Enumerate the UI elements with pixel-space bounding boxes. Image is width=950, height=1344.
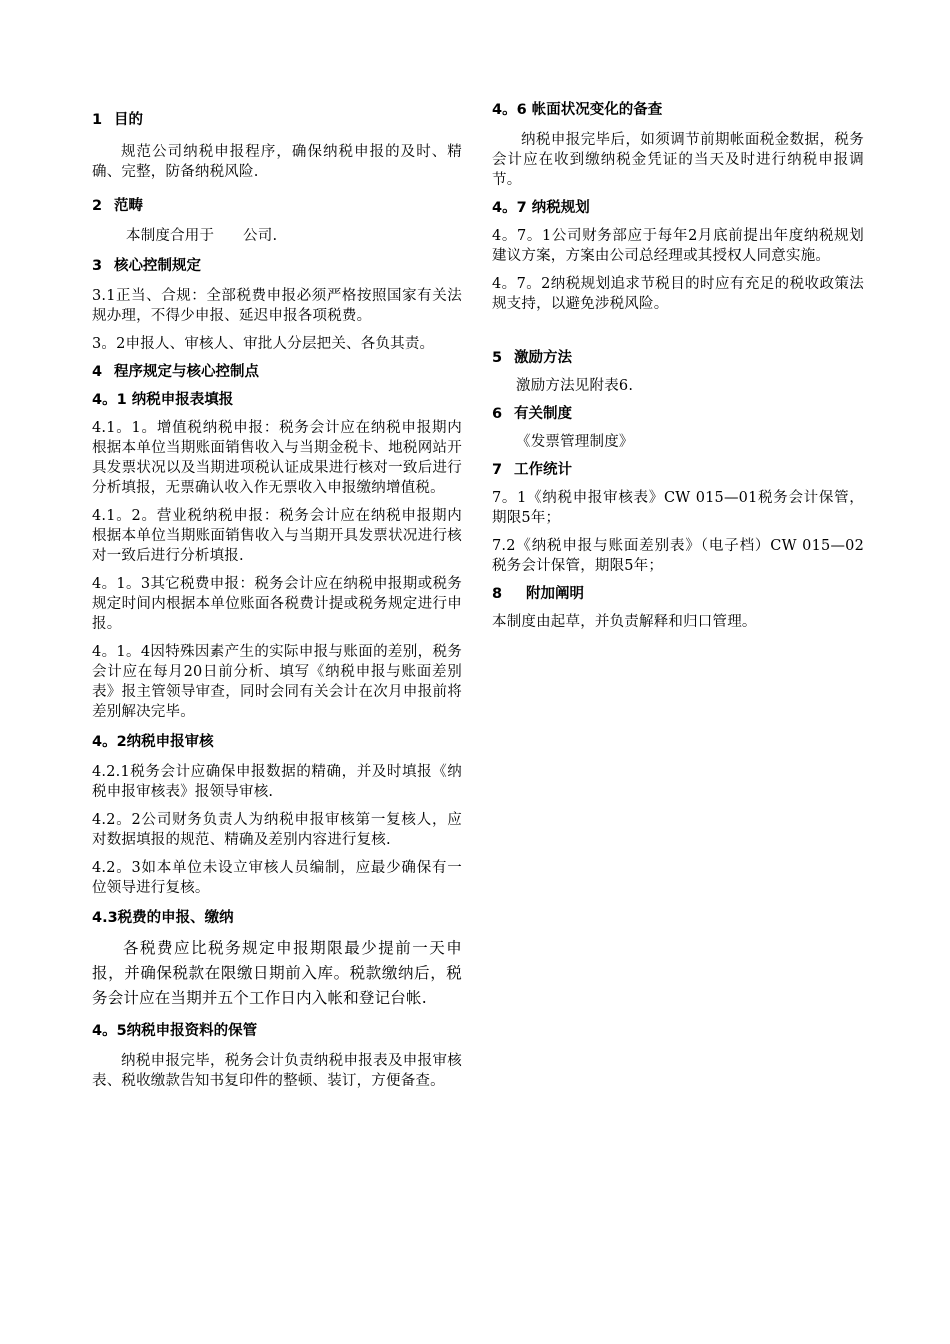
section-4-2-para-1: 4.2.1税务会计应确保申报数据的精确，并及时填报《纳税申报审核表》报领导审核. <box>92 764 462 800</box>
left-column <box>92 96 462 1091</box>
section-4-3-heading: 4.3税费的申报、缴纳 <box>92 910 234 926</box>
section-6-heading: 6 有关制度 <box>492 406 572 422</box>
section-6-body: 《发票管理制度》 <box>516 434 634 450</box>
section-2-body: 本制度合用于 公司. <box>126 228 278 244</box>
section-4-1-para-2: 4.1。2。营业税纳税申报：税务会计应在纳税申报期内根据本单位当期账面销售收入与当期开具发票状况进行核对一致后进行分析填报. <box>92 508 462 564</box>
section-4-1-heading: 4。1 纳税申报表填报 <box>92 392 234 408</box>
section-4-6-heading: 4。6 帐面状况变化的备查 <box>492 102 663 118</box>
section-7-para-1: 7。1《纳税申报审核表》CW 015—01税务会计保管，期限5年； <box>492 490 864 526</box>
section-4-2-heading: 4。2纳税申报审核 <box>92 734 214 750</box>
section-4-3-body: 各税费应比税务规定申报期限最少提前一天申报，并确保税款在限缴日期前入库。税款缴纳后，税务会计应在当期并五个工作日内入帐和登记台帐. <box>92 939 462 1007</box>
section-5-body: 激励方法见附表6. <box>516 378 634 394</box>
section-1-body: 规范公司纳税申报程序，确保纳税申报的及时、精确、完整，防备纳税风险. <box>92 144 462 180</box>
section-4-2-para-3: 4.2。3如本单位未设立审核人员编制，应最少确保有一位领导进行复核。 <box>92 860 462 896</box>
section-2-heading: 2 范畴 <box>92 198 143 214</box>
right-column <box>492 96 864 632</box>
section-4-1-para-4: 4。1。4因特殊因素产生的实际申报与账面的差别，税务会计应在每月20日前分析、填写《纳税申报与账面差别表》报主管领导审查，同时会同有关会计在次月申报前将差别解决完毕。 <box>92 644 462 720</box>
section-3-heading: 3 核心控制规定 <box>92 258 201 274</box>
section-4-7-para-2: 4。7。2纳税规划追求节税目的时应有充足的税收政策法规支持，以避免涉税风险。 <box>492 276 864 312</box>
section-4-7-para-1: 4。7。1公司财务部应于每年2月底前提出年度纳税规划建议方案，方案由公司总经理或其授权人同意实施。 <box>492 228 864 264</box>
section-3-para-1: 3.1正当、合规：全部税费申报必须严格按照国家有关法规办理，不得少申报、延迟申报各项税费。 <box>92 288 462 324</box>
section-8-heading: 8 附加阐明 <box>492 586 584 602</box>
section-4-7-heading: 4。7 纳税规划 <box>492 200 590 216</box>
section-1-heading: 1 目的 <box>92 112 143 128</box>
section-4-1-para-1: 4.1。1。增值税纳税申报：税务会计应在纳税申报期内根据本单位当期账面销售收入与当期金税卡、地税网站开具发票状况以及当期进项税认证成果进行核对一致后进行分析填报，无票确认收入作无票收入申报缴纳增值税。 <box>92 420 462 496</box>
section-7-heading: 7 工作统计 <box>492 462 572 478</box>
section-8-body: 本制度由起草，并负责解释和归口管理。 <box>492 614 757 630</box>
section-4-5-body: 纳税申报完毕，税务会计负责纳税申报表及申报审核表、税收缴款告知书复印件的整顿、装订，方便备查。 <box>92 1053 462 1089</box>
section-4-1-para-3: 4。1。3其它税费申报：税务会计应在纳税申报期或税务规定时间内根据本单位账面各税费计提或税务规定进行申报。 <box>92 576 462 632</box>
section-3-para-2: 3。2申报人、审核人、审批人分层把关、各负其责。 <box>92 336 435 352</box>
section-4-2-para-2: 4.2。2公司财务负责人为纳税申报审核第一复核人，应对数据填报的规范、精确及差别内容进行复核. <box>92 812 462 848</box>
section-7-para-2: 7.2《纳税申报与账面差别表》（电子档）CW 015—02税务会计保管，期限5年； <box>492 538 864 574</box>
section-4-heading: 4 程序规定与核心控制点 <box>92 364 259 380</box>
section-4-6-body: 纳税申报完毕后，如须调节前期帐面税金数据，税务会计应在收到缴纳税金凭证的当天及时进行纳税申报调节。 <box>492 132 864 188</box>
section-5-heading: 5 激励方法 <box>492 350 572 366</box>
section-4-5-heading: 4。5纳税申报资料的保管 <box>92 1023 258 1039</box>
